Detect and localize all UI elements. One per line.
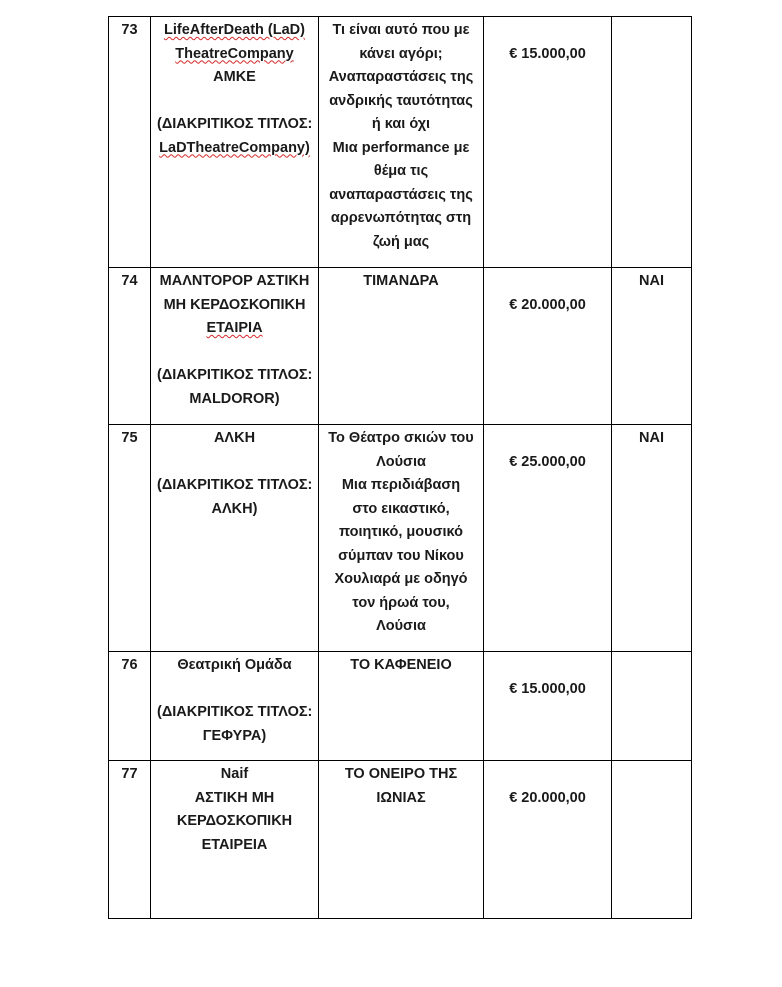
row-number: 75 <box>121 430 138 446</box>
org-name-line: ΑΛΚΗ <box>213 430 256 446</box>
yes-value: ΝΑΙ <box>639 273 664 289</box>
org-title-line: ΓΕΦΥΡΑ) <box>202 727 267 744</box>
yes-cell <box>612 425 692 652</box>
spacer <box>157 451 312 475</box>
project-line: ΙΩΝΙΑΣ <box>376 789 426 806</box>
organization-cell <box>151 268 319 425</box>
org-name-line: Naif <box>220 766 249 782</box>
project-line: σύμπαν του Νίκου <box>338 547 464 564</box>
project-line: Τι είναι αυτό που με <box>332 22 470 38</box>
row-number: 74 <box>121 273 138 289</box>
project-cell <box>319 425 484 652</box>
amount-value: € 20.000,00 <box>509 296 586 313</box>
project-cell <box>319 652 484 761</box>
amount-cell <box>484 425 612 652</box>
table-row <box>109 425 692 652</box>
org-name-line: ΜΑΛΝΤΟΡΟΡ ΑΣΤΙΚΗ <box>159 273 310 289</box>
project-line: αρρενωπότητας στη <box>330 210 472 226</box>
organization-cell <box>151 761 319 919</box>
project-line: ανδρικής ταυτότητας <box>329 92 473 109</box>
row-number: 73 <box>121 22 138 38</box>
yes-value: ΝΑΙ <box>639 430 664 446</box>
table-row <box>109 268 692 425</box>
organization-cell <box>151 17 319 268</box>
org-name-line: ΑΜΚΕ <box>213 69 256 85</box>
organization-cell <box>151 652 319 761</box>
row-number-cell <box>109 652 151 761</box>
org-title-line: (ΔΙΑΚΡΙΤΙΚΟΣ ΤΙΤΛΟΣ: <box>157 704 313 720</box>
amount-cell <box>484 268 612 425</box>
project-cell <box>319 761 484 919</box>
project-cell <box>319 268 484 425</box>
org-title-line: (ΔΙΑΚΡΙΤΙΚΟΣ ΤΙΤΛΟΣ: <box>157 116 313 132</box>
project-line: ΤΙΜΑΝΔΡΑ <box>363 273 439 289</box>
project-line: αναπαραστάσεις της <box>329 186 473 203</box>
project-line: Χουλιαρά με οδηγό <box>334 571 468 587</box>
org-name-line: ΚΕΡΔΟΣΚΟΠΙΚΗ <box>176 813 293 829</box>
project-line: ζωή μας <box>372 233 430 250</box>
spacer <box>157 678 312 702</box>
amount-value: € 25.000,00 <box>509 453 586 470</box>
row-number: 76 <box>121 657 138 673</box>
project-line: ποιητικό, μουσικό <box>338 524 464 540</box>
project-line: Μια performance με <box>332 139 470 156</box>
org-name-line: ΕΤΑΙΡΕΙΑ <box>201 836 268 853</box>
amount-cell <box>484 17 612 268</box>
project-line: τον ήρωά του, <box>352 594 450 611</box>
org-name-line: TheatreCompany <box>175 45 294 62</box>
org-title-line: LaDTheatreCompany) <box>159 139 310 156</box>
org-title-line: (ΔΙΑΚΡΙΤΙΚΟΣ ΤΙΤΛΟΣ: <box>157 477 313 493</box>
org-name-line: ΕΤΑΙΡΙΑ <box>206 320 263 336</box>
row-number: 77 <box>121 766 138 782</box>
project-line: Μια περιδιάβαση <box>341 477 461 493</box>
project-line: Αναπαραστάσεις της <box>328 69 474 85</box>
amount-cell <box>484 652 612 761</box>
spacer <box>157 90 312 114</box>
project-line: ΤΟ ΚΑΦΕΝΕΙΟ <box>350 657 452 673</box>
amount-value: € 15.000,00 <box>509 45 586 62</box>
project-line: Λούσια <box>376 618 426 634</box>
amount-value: € 20.000,00 <box>509 789 586 806</box>
yes-cell <box>612 652 692 761</box>
project-line: στο εικαστικό, <box>352 500 450 517</box>
org-title-line: ΑΛΚΗ) <box>211 500 258 517</box>
row-number-cell <box>109 268 151 425</box>
project-line: ή και όχι <box>371 116 431 132</box>
org-name-line: LifeAfterDeath (LaD) <box>164 22 305 38</box>
org-name-line: ΑΣΤΙΚΗ ΜΗ <box>194 789 275 806</box>
project-line: ΤΟ ΟΝΕΙΡΟ ΤΗΣ <box>344 766 458 782</box>
project-cell <box>319 17 484 268</box>
org-name-line: ΜΗ ΚΕΡΔΟΣΚΟΠΙΚΗ <box>163 296 306 313</box>
table-row <box>109 17 692 268</box>
org-name-line: Θεατρική Ομάδα <box>177 657 292 673</box>
project-line: θέμα τις <box>373 163 429 179</box>
row-number-cell <box>109 17 151 268</box>
project-line: Λούσια <box>376 453 426 470</box>
table-row <box>109 652 692 761</box>
organization-cell <box>151 425 319 652</box>
project-line: κάνει αγόρι; <box>359 45 443 62</box>
amount-cell <box>484 761 612 919</box>
spacer <box>157 341 312 365</box>
yes-cell <box>612 761 692 919</box>
grants-table <box>108 16 692 919</box>
row-number-cell <box>109 425 151 652</box>
row-number-cell <box>109 761 151 919</box>
project-line: Το Θέατρο σκιών του <box>328 430 474 446</box>
org-title-line: (ΔΙΑΚΡΙΤΙΚΟΣ ΤΙΤΛΟΣ: <box>157 367 313 383</box>
amount-value: € 15.000,00 <box>509 680 586 697</box>
org-title-line: MALDOROR) <box>189 390 280 407</box>
table-row <box>109 761 692 919</box>
yes-cell <box>612 268 692 425</box>
yes-cell <box>612 17 692 268</box>
